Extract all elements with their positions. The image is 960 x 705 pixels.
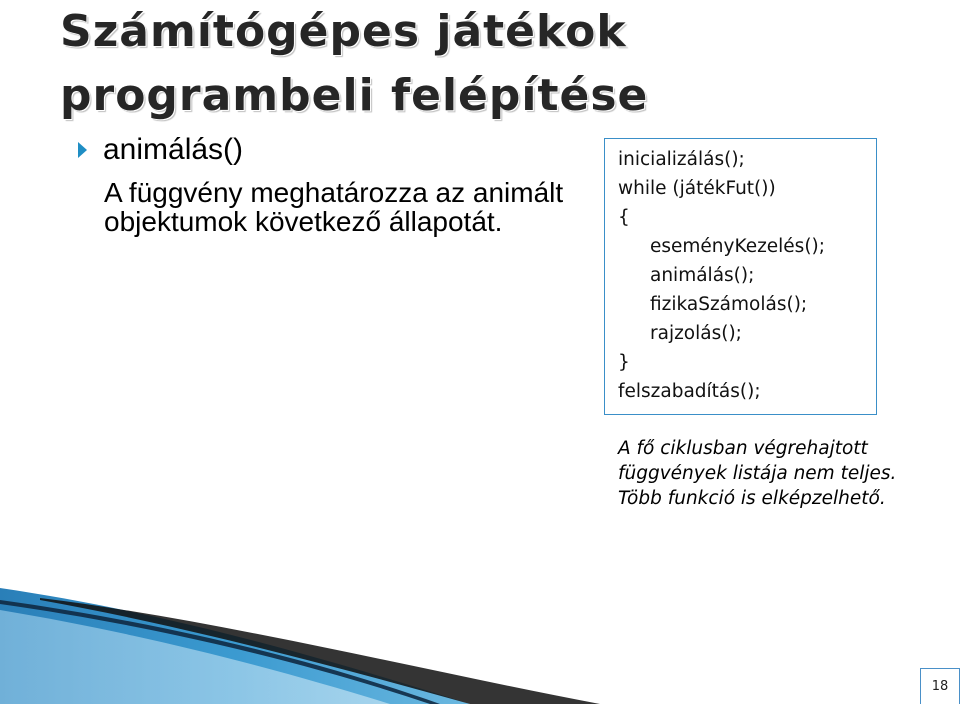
code-line: felszabadítás(); — [618, 381, 761, 402]
description-text: A függvény meghatározza az animált objektumok következő állapotát. — [104, 177, 564, 237]
code-line: { — [618, 207, 630, 228]
code-line: eseményKezelés(); — [650, 236, 825, 257]
decorative-swoosh — [0, 570, 960, 704]
code-line: } — [618, 352, 630, 373]
code-line: fizikaSzámolás(); — [650, 294, 808, 315]
triangle-bullet-icon — [78, 142, 87, 158]
note-text: A fő ciklusban végrehajtott függvények listája nem teljes. Több funkció is elképzelhető. — [618, 438, 897, 509]
bullet-label: animálás() — [103, 133, 244, 166]
bullet-item — [78, 130, 243, 170]
code-line: animálás(); — [650, 265, 755, 286]
page-number: 18 — [920, 668, 960, 704]
code-box — [604, 138, 877, 415]
code-line: rajzolás(); — [650, 323, 742, 344]
code-line: while (játékFut()) — [618, 178, 776, 199]
code-line: inicializálás(); — [618, 149, 745, 170]
slide-title: Számítógépes játékok programbeli felépítése — [60, 6, 649, 121]
